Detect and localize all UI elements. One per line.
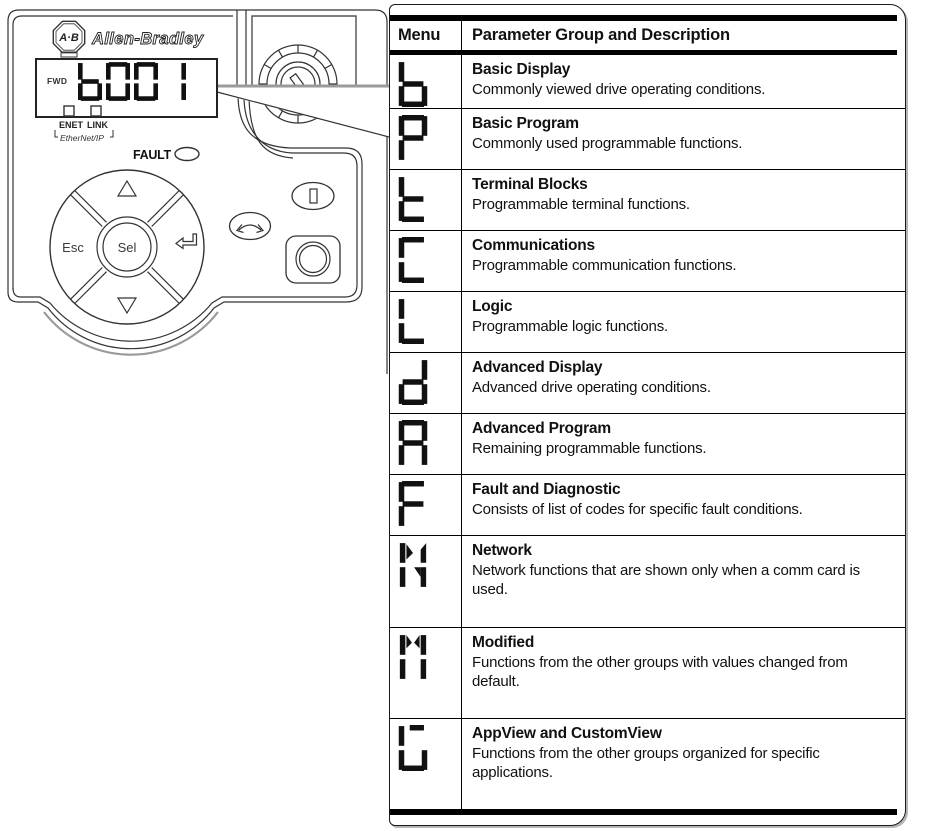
- fwd-indicator: FWD: [47, 76, 68, 86]
- seven-segment-glyph-M: [398, 634, 461, 680]
- table-row: [390, 109, 905, 170]
- header-description: Parameter Group and Description: [472, 26, 730, 44]
- table-row: [390, 231, 905, 292]
- menu-glyph-cell: [390, 170, 462, 230]
- row-description: Commonly viewed drive operating conditions.: [472, 81, 766, 98]
- row-title: Fault and Diagnostic: [472, 481, 621, 498]
- row-description: Commonly used programmable functions.: [472, 135, 743, 152]
- start-bar-icon: [310, 189, 317, 203]
- row-text-cell: [462, 231, 905, 291]
- fault-led-oval: [175, 148, 199, 161]
- logo-badge-text: A·B: [59, 32, 79, 44]
- esc-key-label: Esc: [62, 240, 84, 255]
- menu-glyph-cell: [390, 414, 462, 474]
- row-text-cell: [462, 719, 905, 809]
- row-description: Programmable logic functions.: [472, 318, 668, 335]
- header-menu: Menu: [390, 21, 462, 50]
- fault-indicator: [133, 148, 199, 163]
- menu-glyph-cell: [390, 628, 462, 718]
- seven-segment-glyph-d: [398, 359, 461, 405]
- drive-keypad-illustration: [0, 0, 389, 380]
- menu-glyph-cell: [390, 536, 462, 627]
- seven-segment-glyph-t: [398, 176, 461, 222]
- menu-glyph-cell: [390, 55, 462, 108]
- parameter-group-table: [389, 4, 906, 826]
- menu-glyph-cell: [390, 292, 462, 352]
- callout-wedge: [217, 85, 389, 137]
- seven-segment-glyph-b: [398, 61, 461, 107]
- row-title: Modified: [472, 634, 535, 651]
- enter-arrow-icon: [176, 234, 197, 249]
- table-row: [390, 475, 905, 536]
- menu-glyph-cell: [390, 719, 462, 809]
- seven-segment-glyph-G: [398, 725, 461, 771]
- row-description: Programmable terminal functions.: [472, 196, 690, 213]
- row-title: Basic Display: [472, 61, 571, 78]
- row-text-cell: [462, 628, 905, 718]
- sel-key-label: Sel: [117, 240, 137, 255]
- seven-segment-glyph-L: [398, 298, 461, 344]
- table-row: [390, 536, 905, 628]
- brand-name: Allen-Bradley: [92, 30, 204, 48]
- table-header-row: [390, 21, 905, 50]
- menu-glyph-cell: [390, 475, 462, 535]
- table-row: [390, 719, 905, 809]
- table-row: [390, 170, 905, 231]
- lcd-display-value: [78, 61, 186, 102]
- row-description: Advanced drive operating conditions.: [472, 379, 711, 396]
- stop-button: [286, 236, 340, 283]
- panel-divider: [237, 10, 246, 95]
- row-text-cell: [462, 414, 905, 474]
- row-title: Advanced Display: [472, 359, 603, 376]
- fault-label: FAULT: [133, 148, 171, 162]
- table-row: [390, 292, 905, 353]
- stop-circle-icon: [296, 242, 330, 276]
- row-title: Basic Program: [472, 115, 579, 132]
- link-label: LINK: [87, 120, 108, 130]
- row-description: Functions from the other groups with values changed from default.: [472, 654, 848, 690]
- table-row: [390, 628, 905, 719]
- triangle-down-icon: [118, 298, 136, 313]
- lcd-indicator-labels: [55, 120, 113, 143]
- triangle-up-icon: [118, 181, 136, 196]
- table-bottom-rule: [390, 809, 897, 815]
- row-text-cell: [462, 475, 905, 535]
- row-text-cell: [462, 353, 905, 413]
- row-text-cell: [462, 536, 905, 627]
- table-row: [390, 55, 905, 109]
- seven-segment-glyph-P: [398, 115, 461, 161]
- row-description: Programmable communication functions.: [472, 257, 737, 274]
- reverse-button: [230, 213, 271, 240]
- allen-bradley-logo: [53, 21, 204, 57]
- row-title: AppView and CustomView: [472, 725, 662, 742]
- row-title: Communications: [472, 237, 595, 254]
- nav-cluster: [50, 170, 204, 324]
- start-button: [292, 183, 334, 210]
- row-title: Network: [472, 542, 532, 559]
- row-text-cell: [462, 109, 905, 169]
- seven-segment-glyph-N: [398, 542, 461, 588]
- ethernet-label: EtherNet/IP: [60, 133, 104, 143]
- seven-segment-glyph-C: [398, 237, 461, 283]
- seven-segment-glyph-f: [398, 481, 461, 527]
- menu-glyph-cell: [390, 353, 462, 413]
- row-description: Functions from the other groups organized for specific applications.: [472, 745, 820, 781]
- row-title: Terminal Blocks: [472, 176, 588, 193]
- row-description: Remaining programmable functions.: [472, 440, 707, 457]
- seven-segment-glyph-A: [398, 420, 461, 466]
- menu-glyph-cell: [390, 109, 462, 169]
- row-title: Advanced Program: [472, 420, 611, 437]
- row-text-cell: [462, 292, 905, 352]
- table-row: [390, 414, 905, 475]
- enet-label: ENET: [59, 120, 84, 130]
- menu-glyph-cell: [390, 231, 462, 291]
- row-description: Network functions that are shown only when a comm card is used.: [472, 562, 860, 598]
- row-text-cell: [462, 170, 905, 230]
- row-description: Consists of list of codes for specific fault conditions.: [472, 501, 803, 518]
- table-row: [390, 353, 905, 414]
- row-title: Logic: [472, 298, 513, 315]
- row-text-cell: [462, 55, 905, 108]
- reverse-arrows-icon: [237, 225, 263, 233]
